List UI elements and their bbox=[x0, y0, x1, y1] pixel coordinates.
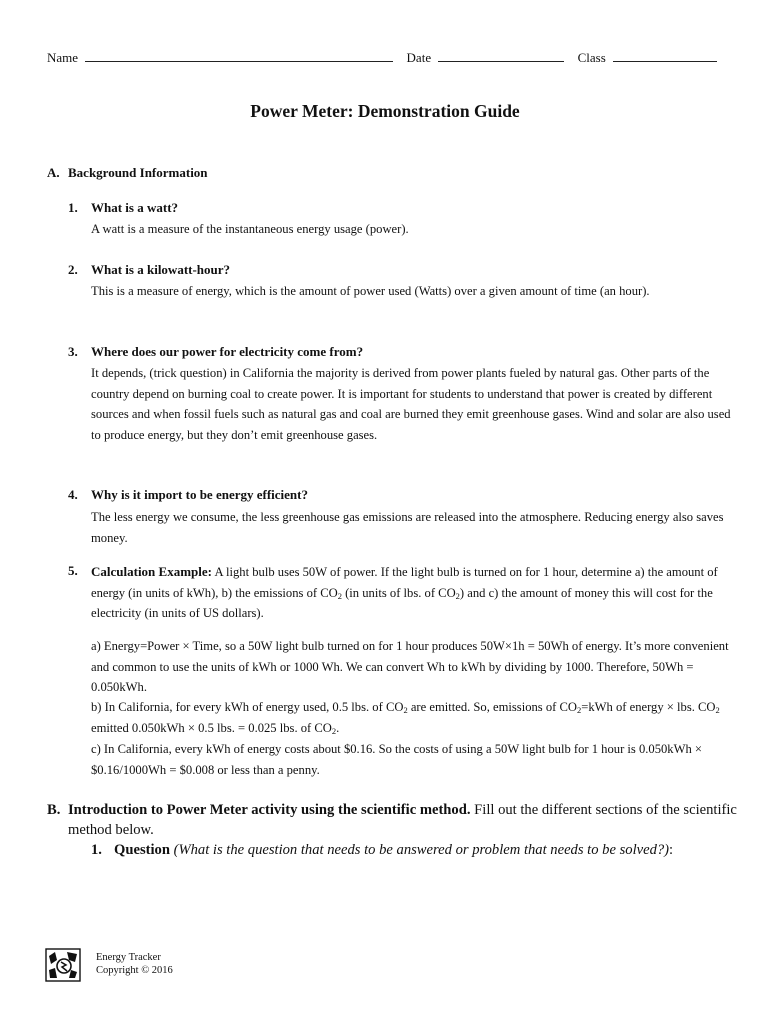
q5-part-b-1: b) In California, for every kWh of energy used, 0.5 lbs. of CO bbox=[91, 700, 404, 714]
q5-intro bbox=[91, 562, 731, 624]
date-label: Date bbox=[406, 50, 432, 65]
q5-part-b-sub-4: 2 bbox=[331, 725, 337, 736]
q5-part-b-sub-3: 2 bbox=[715, 705, 720, 715]
section-a-heading: Background Information bbox=[68, 165, 208, 180]
section-a-letter: A. bbox=[47, 165, 60, 180]
footer-line-2: Copyright © 2016 bbox=[96, 965, 173, 976]
q5-part-b-3: =kWh of energy × lbs. CO bbox=[581, 700, 716, 714]
q1-answer: A watt is a measure of the instantaneous energy usage (power). bbox=[91, 222, 409, 236]
q1-number: 1. bbox=[68, 200, 78, 215]
header-row bbox=[47, 47, 727, 66]
date-blank[interactable] bbox=[438, 47, 564, 62]
q4-number: 4. bbox=[68, 487, 78, 502]
section-b-instruction: Fill out the different sections of the scientific method below. bbox=[68, 802, 737, 838]
q5-number: 5. bbox=[68, 563, 78, 578]
q5-part-b-sub-1: 2 bbox=[403, 705, 408, 715]
q5-part-c: c) In California, every kWh of energy costs about $0.16. So the costs of using a 50W light bulb for 1 hour is 0.050kWh × $0.16/1000Wh = $0.008 or less than a penny. bbox=[91, 742, 703, 777]
q2-number: 2. bbox=[68, 262, 78, 277]
q3-number: 3. bbox=[68, 344, 78, 359]
q5-part-b-5: . bbox=[336, 720, 340, 735]
page-title: Power Meter: Demonstration Guide bbox=[250, 101, 520, 121]
section-b-letter: B. bbox=[47, 802, 61, 818]
q5-part-b-4: emitted 0.050kWh × 0.5 lbs. = 0.025 lbs. of CO bbox=[91, 720, 332, 735]
q5-intro-a: A light bulb uses 50W of power. If the light bulb is turned on for 1 hour, determine a) the amount of energy (in units of kWh), b) the emissions of CO bbox=[91, 565, 718, 600]
q5-part-a: a) Energy=Power × Time, so a 50W light bulb turned on for 1 hour produces 50W×1h = 50Wh of energy. It’s more convenient and common to use the units of kWh or 1000 Wh. We can convert Wh to kWh by dividing by 1000. Therefore, 50Wh = 0.050kWh. bbox=[91, 639, 729, 694]
q3-question: Where does our power for electricity come from? bbox=[91, 344, 364, 359]
class-blank[interactable] bbox=[613, 47, 717, 62]
q5-intro-c: ) and c) the amount of money this will cost for the electricity (in units of US dollars). bbox=[91, 585, 713, 620]
q5-part-b bbox=[91, 697, 731, 738]
q5-label: Calculation Example: bbox=[91, 564, 212, 579]
q2-question: What is a kilowatt-hour? bbox=[91, 262, 231, 277]
section-b-text bbox=[68, 800, 738, 840]
q3-answer: It depends, (trick question) in California the majority is derived from power plants fueled by natural gas. Other parts of the country depend on burning coal to create power. It is important for students to understand that power is created by different sources and when fossil fuels such as natural gas and coal are burned they emit greenhouse gases. Wind and solar are also used to produce energy, but they don’t emit greenhouse gases. bbox=[91, 366, 731, 442]
q4-answer: The less energy we consume, the less greenhouse gas emissions are released into the atmosphere. Reducing energy also saves money. bbox=[91, 510, 724, 545]
section-b-item-1-number: 1. bbox=[91, 842, 102, 858]
q5-sub-1: 2 bbox=[337, 590, 342, 601]
question-label: Question bbox=[114, 842, 170, 858]
energy-tracker-logo-icon bbox=[45, 948, 81, 982]
q5-sub-2: 2 bbox=[455, 590, 460, 601]
q5-part-b-2: are emitted. So, emissions of CO bbox=[407, 700, 577, 714]
question-prompt: (What is the question that needs to be answered or problem that needs to be solved?) bbox=[169, 842, 670, 858]
q2-answer: This is a measure of energy, which is the amount of power used (Watts) over a given amount of time (an hour). bbox=[91, 284, 650, 298]
q4-question: Why is it import to be energy efficient? bbox=[91, 487, 308, 502]
q5-part-b-sub-2: 2 bbox=[576, 705, 582, 715]
footer-line-1: Energy Tracker bbox=[96, 952, 161, 963]
q1-question: What is a watt? bbox=[91, 200, 179, 215]
class-label: Class bbox=[577, 50, 606, 65]
section-b-heading: Introduction to Power Meter activity using the scientific method. bbox=[68, 802, 471, 818]
section-b-item-1 bbox=[114, 840, 714, 860]
q5-intro-b: (in units of lbs. of CO bbox=[341, 585, 456, 600]
name-blank[interactable] bbox=[85, 47, 393, 62]
name-label: Name bbox=[47, 50, 79, 65]
question-colon: : bbox=[669, 842, 674, 858]
